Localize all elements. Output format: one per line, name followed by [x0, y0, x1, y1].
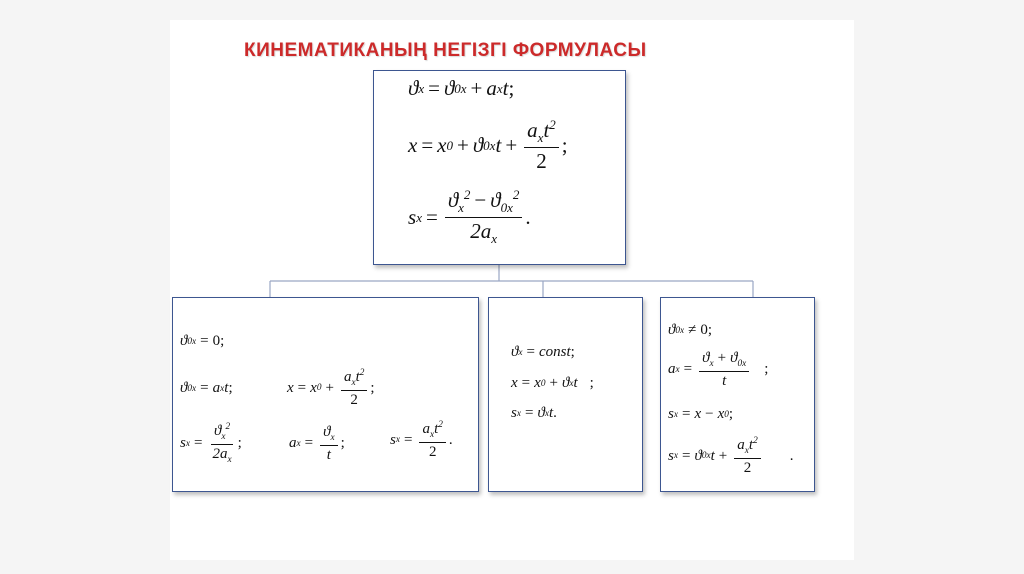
- symbol: s: [180, 435, 186, 452]
- symbol: ϑ: [447, 188, 459, 212]
- subscript: 0: [724, 409, 729, 420]
- symbol: ϑ: [537, 405, 545, 421]
- symbol: a: [212, 380, 221, 396]
- operator: +: [549, 375, 558, 391]
- symbol: s: [668, 406, 674, 422]
- numerator: [699, 350, 749, 372]
- operator: =: [403, 431, 413, 448]
- subscript: 0x: [454, 80, 467, 96]
- subscript: 0: [316, 383, 322, 394]
- symbol: a: [289, 435, 297, 452]
- punctuation: .: [448, 431, 453, 448]
- operator: −: [474, 188, 487, 212]
- middle-formula-2: [511, 375, 594, 392]
- subscript: 0x: [675, 325, 685, 336]
- symbol: x: [534, 375, 541, 391]
- subscript: x: [537, 130, 544, 146]
- subscript: 0x: [187, 383, 197, 394]
- subscript: x: [429, 430, 435, 440]
- subscript: x: [418, 80, 425, 96]
- symbol: s: [668, 447, 674, 464]
- fraction: [209, 422, 234, 465]
- symbol: ϑ: [180, 333, 188, 349]
- left-formula-3: [287, 368, 375, 409]
- symbol: t: [548, 405, 554, 421]
- operator: =: [304, 435, 314, 452]
- operator: −: [705, 406, 714, 422]
- left-formula-2: [180, 380, 233, 397]
- subscript: 0x: [187, 336, 197, 347]
- denominator: [467, 218, 500, 247]
- subscript: 0x: [483, 137, 496, 153]
- subscript: x: [221, 432, 226, 442]
- punctuation: .: [525, 205, 531, 230]
- subscript: 0x: [500, 200, 513, 216]
- superscript: 2: [225, 422, 231, 432]
- punctuation: ;: [764, 361, 769, 378]
- displacement-formula: [408, 188, 531, 247]
- symbol: a: [422, 421, 430, 437]
- symbol: x: [511, 375, 518, 391]
- subscript: 0: [540, 378, 546, 389]
- denominator: t: [326, 446, 331, 463]
- left-formula-5: [289, 424, 345, 464]
- subscript: x: [673, 451, 678, 462]
- symbol: x: [310, 379, 317, 396]
- symbol: ϑ: [511, 344, 519, 360]
- symbol: ϑ: [323, 424, 331, 440]
- left-formula-6: [390, 420, 453, 461]
- symbol: t: [495, 133, 502, 158]
- punctuation: ;: [237, 435, 242, 452]
- velocity-formula: [408, 76, 514, 101]
- fraction: [734, 436, 760, 477]
- fraction: [699, 350, 749, 390]
- symbol: ϑ: [408, 76, 419, 100]
- symbol: ϑ: [668, 322, 676, 338]
- punctuation: ;: [228, 380, 233, 396]
- numerator: [419, 420, 445, 443]
- subscript: 0x: [737, 359, 747, 369]
- symbol: t: [224, 380, 229, 396]
- symbol: a: [527, 118, 538, 142]
- subscript: x: [675, 364, 680, 375]
- symbol: ϑ: [443, 76, 455, 100]
- fraction: [524, 118, 559, 173]
- symbol: ϑ: [180, 380, 188, 396]
- symbol: s: [390, 431, 396, 448]
- denominator: 2: [350, 391, 358, 408]
- symbol: ϑ: [702, 350, 710, 366]
- subscript: x: [496, 80, 503, 96]
- symbol: a: [737, 437, 745, 453]
- operator: +: [457, 133, 469, 158]
- symbol: t: [710, 447, 715, 464]
- fraction: [320, 424, 338, 464]
- operator: =: [521, 375, 531, 391]
- operator: +: [717, 350, 727, 366]
- operator: +: [470, 76, 483, 100]
- subscript: x: [673, 409, 678, 420]
- subscript: x: [709, 359, 714, 369]
- punctuation: .: [553, 405, 557, 421]
- right-formula-4: [668, 436, 793, 477]
- symbol: t: [543, 118, 550, 142]
- operator: =: [200, 380, 209, 396]
- subscript: 0x: [701, 451, 711, 462]
- denominator: 2: [743, 459, 752, 476]
- symbol: x: [694, 406, 702, 422]
- symbol: t: [502, 76, 509, 100]
- subscript: x: [220, 383, 225, 394]
- value: 0: [212, 333, 221, 349]
- superscript: 2: [753, 436, 758, 446]
- symbol: t: [573, 375, 578, 391]
- fraction: [419, 420, 445, 461]
- operator: +: [325, 379, 334, 396]
- middle-formula-1: [511, 344, 575, 361]
- symbol: t: [434, 421, 439, 437]
- subscript: x: [296, 438, 301, 449]
- symbol: s: [408, 205, 417, 230]
- punctuation: ;: [508, 76, 515, 100]
- subscript: x: [351, 378, 356, 388]
- subscript: x: [227, 454, 232, 465]
- operator: +: [718, 447, 728, 464]
- numerator: [734, 436, 760, 459]
- symbol: x: [717, 406, 725, 422]
- middle-formula-3: [511, 405, 557, 422]
- punctuation: ;: [561, 133, 568, 158]
- operator: =: [421, 133, 434, 158]
- symbol: a: [343, 369, 352, 385]
- punctuation: .: [789, 447, 794, 464]
- operator: =: [681, 447, 691, 464]
- symbol: ϑ: [213, 423, 222, 439]
- superscript: 2: [438, 420, 443, 430]
- denominator: t: [722, 372, 727, 389]
- symbol: a: [668, 361, 676, 378]
- symbol: 2a: [470, 219, 492, 244]
- punctuation: ;: [570, 344, 575, 360]
- fraction: [445, 188, 523, 247]
- superscript: 2: [512, 187, 520, 202]
- subscript: 0: [446, 137, 454, 153]
- symbol: ϑ: [561, 375, 570, 391]
- superscript: 2: [463, 187, 471, 202]
- subscript: x: [544, 408, 549, 419]
- subscript: x: [330, 433, 335, 443]
- uniform-motion-box: [488, 297, 643, 492]
- operator: ≠: [688, 322, 697, 338]
- right-formula-1: [668, 322, 712, 339]
- subscript: x: [516, 408, 521, 419]
- denominator: 2: [428, 443, 437, 460]
- punctuation: ;: [340, 435, 345, 452]
- operator: =: [683, 361, 693, 378]
- symbol: t: [355, 369, 360, 385]
- fraction: [341, 368, 367, 409]
- left-formula-4: [180, 422, 242, 465]
- numerator: [341, 368, 367, 391]
- symbol: t: [748, 437, 754, 453]
- subscript: x: [458, 200, 464, 216]
- symbol: ϑ: [490, 188, 501, 212]
- operator: =: [193, 435, 203, 452]
- superscript: 2: [549, 117, 556, 132]
- numerator: [524, 118, 559, 148]
- numerator: [211, 422, 233, 445]
- symbol: s: [511, 405, 517, 421]
- operator: =: [200, 333, 209, 349]
- subscript: x: [416, 209, 422, 225]
- symbol: a: [486, 76, 497, 100]
- operator: =: [526, 344, 535, 360]
- subscript: x: [185, 438, 190, 449]
- numerator: [445, 188, 523, 218]
- operator: =: [681, 406, 691, 422]
- denominator: 2: [536, 149, 547, 174]
- denominator: [209, 445, 234, 466]
- subscript: x: [491, 231, 497, 247]
- position-formula: [408, 118, 568, 173]
- subscript: x: [744, 446, 749, 456]
- symbol: ϑ: [472, 133, 484, 158]
- symbol: ϑ: [694, 447, 702, 464]
- punctuation: ;: [728, 406, 734, 422]
- operator: =: [297, 379, 307, 396]
- punctuation: ;: [589, 375, 594, 391]
- slide-title: КИНЕМАТИКАНЫҢ НЕГІЗГІ ФОРМУЛАСЫ: [244, 40, 647, 61]
- left-formula-1: [180, 333, 224, 350]
- operator: =: [425, 205, 438, 230]
- subscript: x: [395, 435, 400, 446]
- symbol: 2a: [212, 445, 228, 462]
- numerator: [320, 424, 338, 446]
- right-formula-2: [668, 350, 768, 390]
- operator: +: [505, 133, 518, 158]
- operator: =: [524, 405, 534, 421]
- punctuation: ;: [220, 333, 225, 349]
- symbol: ϑ: [730, 350, 738, 366]
- operator: =: [428, 76, 440, 100]
- value: 0: [700, 322, 708, 338]
- right-formula-3: [668, 406, 733, 423]
- value: const: [538, 344, 571, 360]
- subscript: x: [518, 347, 523, 358]
- symbol: x: [437, 133, 447, 158]
- symbol: x: [408, 133, 418, 158]
- superscript: 2: [359, 368, 365, 378]
- symbol: x: [287, 379, 294, 396]
- punctuation: ;: [707, 322, 713, 338]
- subscript: x: [569, 378, 574, 389]
- punctuation: ;: [370, 379, 375, 396]
